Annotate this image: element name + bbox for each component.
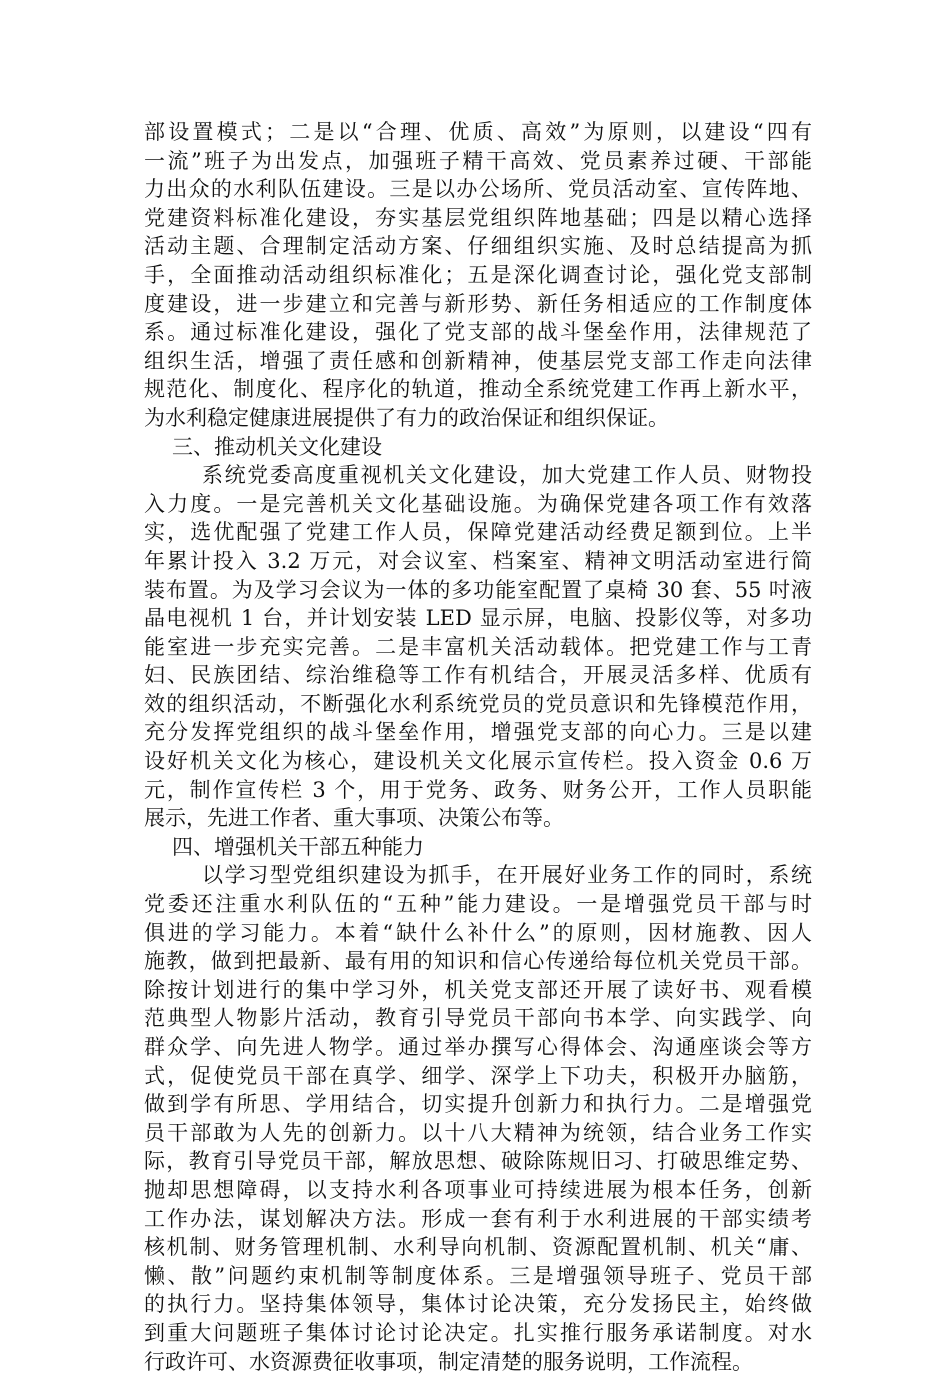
section-heading-4: 四、增强机关干部五种能力 <box>172 834 424 859</box>
document-body <box>144 118 812 1376</box>
text-line: 党委还注重水利队伍的“五种”能力建设。一是增强党员干部与时 <box>144 892 812 917</box>
text-line: 群众学、向先进人物学。通过举办撰写心得体会、沟通座谈会等方 <box>144 1035 812 1059</box>
text-line: 抛却思想障碍，以支持水利各项事业可持续进展为根本任务，创新 <box>144 1177 812 1202</box>
text-line: 际，教育引导党员干部，解放思想、破除陈规旧习、打破思维定势、 <box>144 1149 812 1174</box>
text-line: 懒、散”问题约束机制等制度体系。三是增强领导班子、党员干部 <box>144 1263 812 1288</box>
text-line: 除按计划进行的集中学习外，机关党支部还开展了读好书、观看模 <box>144 977 812 1002</box>
text-line: 工作办法，谋划解决方法。形成一套有利于水利进展的干部实绩考 <box>144 1206 812 1231</box>
text-line: 手，全面推动活动组织标准化；五是深化调查讨论，强化党支部制 <box>144 262 812 287</box>
text-line: 充分发挥党组织的战斗堡垒作用，增强党支部的向心力。三是以建 <box>144 720 812 745</box>
text-line: 部设置模式；二是以“合理、优质、高效”为原则，以建设“四有 <box>144 120 812 144</box>
text-line: 入力度。一是完善机关文化基础设施。为确保党建各项工作有效落 <box>144 491 812 516</box>
text-line: 到重大问题班子集体讨论讨论决定。扎实推行服务承诺制度。对水 <box>144 1320 812 1345</box>
text-line: 员干部敢为人先的创新力。以十八大精神为统领，结合业务工作实 <box>144 1120 812 1145</box>
text-line: 展示，先进工作者、重大事项、决策公布等。 <box>144 806 564 831</box>
text-line: 范典型人物影片活动，教育引导党员干部向书本学、向实践学、向 <box>144 1006 812 1031</box>
text-line: 规范化、制度化、程序化的轨道，推动全系统党建工作再上新水平， <box>144 377 812 402</box>
text-line: 实，选优配强了党建工作人员，保障党建活动经费足额到位。上半 <box>144 520 812 545</box>
text-line: 做到学有所思、学用结合，切实提升创新力和执行力。二是增强党 <box>144 1092 812 1117</box>
text-line: 的执行力。坚持集体领导，集体讨论决策，充分发扬民主，始终做 <box>144 1292 812 1317</box>
text-line: 元，制作宣传栏 3 个，用于党务、政务、财务公开，工作人员职能 <box>144 777 812 802</box>
text-line: 系。通过标准化建设，强化了党支部的战斗堡垒作用，法律规范了 <box>144 320 812 345</box>
text-line: 组织生活，增强了责任感和创新精神，使基层党支部工作走向法律 <box>144 348 812 373</box>
text-line: 行政许可、水资源费征收事项，制定清楚的服务说明，工作流程。 <box>144 1349 753 1374</box>
text-line: 妇、民族团结、综治维稳等工作有机结合，开展灵活多样、优质有 <box>144 663 812 688</box>
text-line: 一流”班子为出发点，加强班子精干高效、党员素养过硬、干部能 <box>144 148 812 173</box>
text-line: 晶电视机 1 台，并计划安装 LED 显示屏，电脑、投影仪等，对多功 <box>144 606 812 631</box>
text-line: 为水利稳定健康进展提供了有力的政治保证和组织保证。 <box>144 405 669 430</box>
text-line: 俱进的学习能力。本着“缺什么补什么”的原则，因材施教、因人 <box>144 920 812 945</box>
text-line: 度建设，进一步建立和完善与新形势、新任务相适应的工作制度体 <box>144 291 812 316</box>
text-line: 装布置。为及学习会议为一体的多功能室配置了桌椅 30 套、55 吋液 <box>144 577 812 602</box>
text-line: 系统党委高度重视机关文化建设，加大党建工作人员、财物投 <box>202 463 812 488</box>
text-line: 年累计投入 3.2 万元，对会议室、档案室、精神文明活动室进行简 <box>144 548 812 573</box>
section-heading-3: 三、推动机关文化建设 <box>172 434 382 459</box>
text-line: 施教，做到把最新、最有用的知识和信心传递给每位机关党员干部。 <box>144 949 812 974</box>
text-line: 活动主题、合理制定活动方案、仔细组织实施、及时总结提高为抓 <box>144 234 812 259</box>
text-line: 能室进一步充实完善。二是丰富机关活动载体。把党建工作与工青 <box>144 634 812 659</box>
text-line: 式，促使党员干部在真学、细学、深学上下功夫，积极开办脑筋， <box>144 1063 812 1088</box>
text-line: 设好机关文化为核心，建设机关文化展示宣传栏。投入资金 0.6 万 <box>144 749 812 774</box>
text-line: 效的组织活动，不断强化水利系统党员的党员意识和先锋模范作用， <box>144 691 812 716</box>
text-line: 以学习型党组织建设为抓手，在开展好业务工作的同时，系统 <box>202 863 812 888</box>
text-line: 核机制、财务管理机制、水利导向机制、资源配置机制、机关“庸、 <box>144 1235 812 1260</box>
text-line: 力出众的水利队伍建设。三是以办公场所、党员活动室、宣传阵地、 <box>144 177 812 202</box>
text-line: 党建资料标准化建设，夯实基层党组织阵地基础；四是以精心选择 <box>144 205 812 230</box>
